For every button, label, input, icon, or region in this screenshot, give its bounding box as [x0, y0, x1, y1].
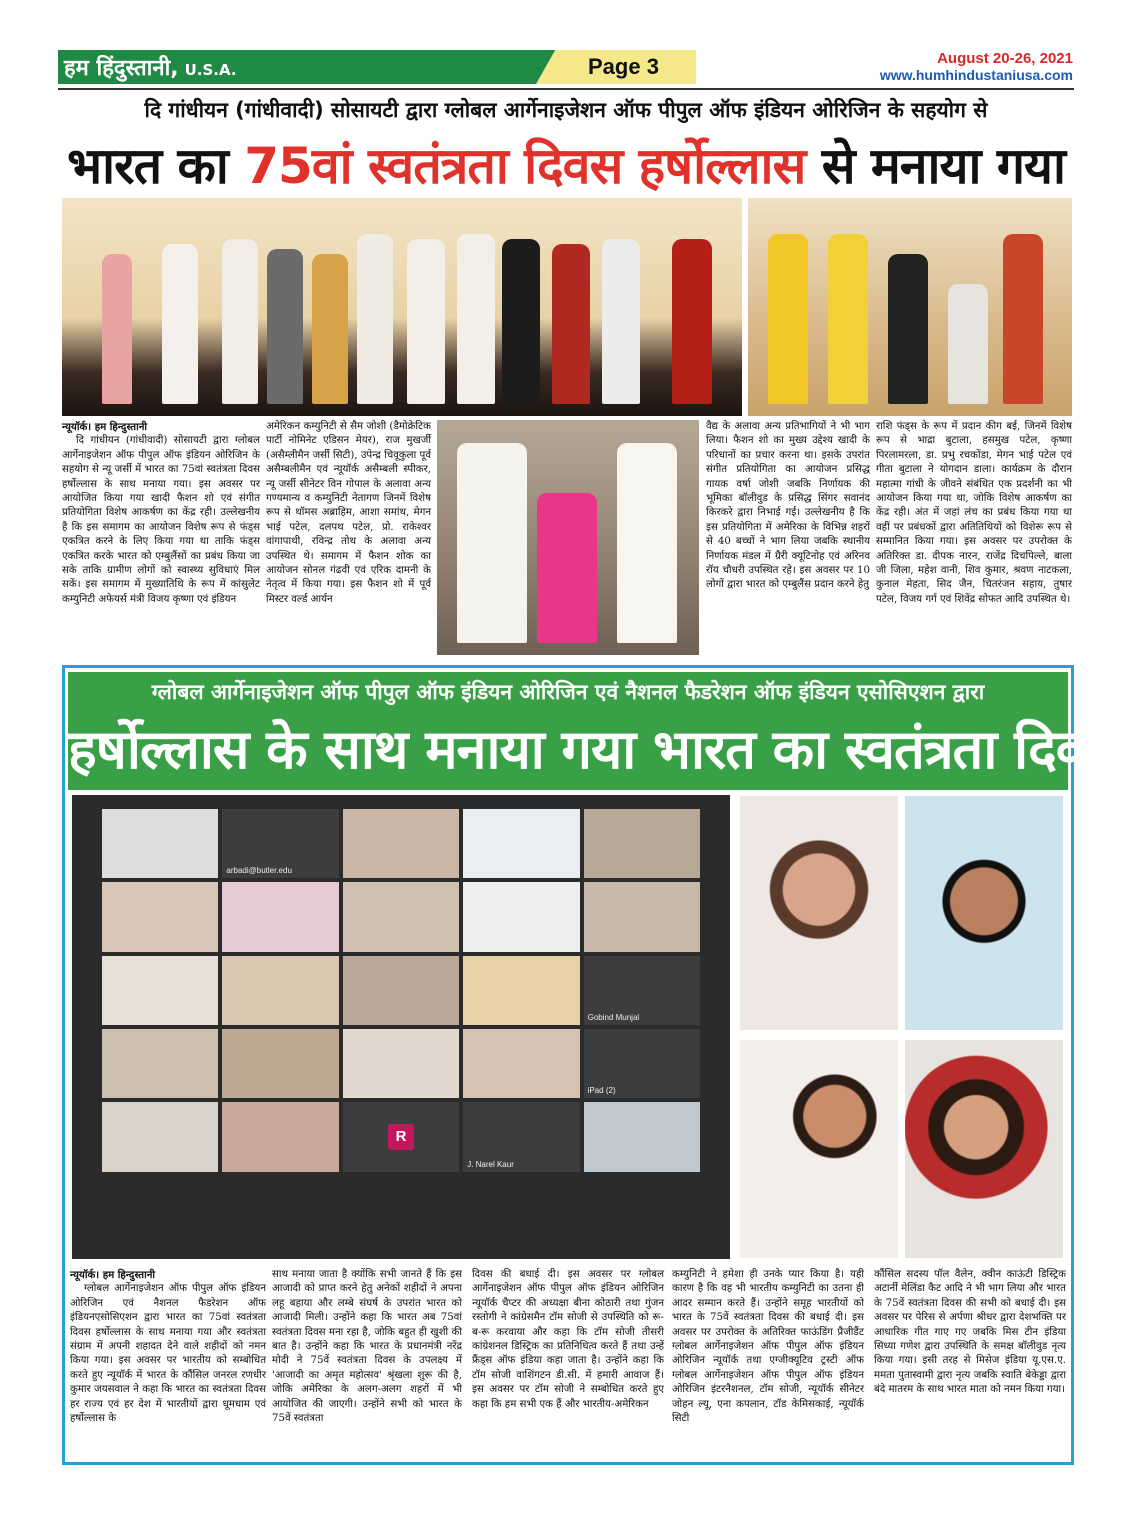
video-tile	[584, 956, 700, 1025]
photo-singer	[740, 1040, 898, 1258]
newspaper-region: U.S.A.	[184, 61, 237, 79]
participant-name: iPad (2)	[587, 1086, 616, 1096]
video-tile	[102, 1102, 218, 1171]
headline-part: भारत का	[67, 137, 245, 195]
website-link[interactable]: www.humhindustaniusa.com	[879, 67, 1073, 83]
dateline: न्यूयॉर्क। हम हिन्दुस्तानी	[62, 421, 148, 433]
video-tile	[102, 956, 218, 1025]
video-tile	[343, 882, 459, 951]
article2-headline: हर्षोल्लास के साथ मनाया गया भारत का स्वतंत्रता दिवस	[68, 718, 1121, 781]
article1-column-2	[266, 420, 431, 607]
article-text: साथ मनाया जाता है क्योंकि सभी जानते हैं कि इस आजादी को प्राप्त करने हेतु अनेकों शहीदों ने अपना लहू बहाया और लम्बे संघर्ष के उपरांत भारत को आजादी मिली। उन्होंने कहा कि भारत अब 75वां स्वतंत्रता दिवस मना रहा है, जोकि बहुत ही खुशी की बात है। उन्होंने कहा कि भारत के प्रधानमंत्री नरेंद्र मोदी ने 75वें स्वतंत्रता दिवस के उपलक्ष्य में 'आजादी का अमृत महोत्सव' श्रृंखला शुरू की है, जोकि अमेरिका के अलग-अलग शहरों में भी आयोजित की जाएगी। उन्होंने सभी को भारत के 75वें स्वतंत्रता	[272, 1269, 462, 1425]
participant-name: J. Narel Kaur	[467, 1159, 514, 1169]
video-tile	[102, 809, 218, 878]
video-tile	[343, 956, 459, 1025]
video-tile	[463, 1029, 579, 1098]
article2-column-1	[70, 1268, 266, 1426]
participant-name: Gobind Munjal	[587, 1013, 640, 1022]
video-tile	[343, 1029, 459, 1098]
video-tile	[584, 809, 700, 878]
video-tile	[584, 1029, 700, 1098]
headline-highlight: 75वां स्वतंत्रता दिवस हर्षोल्लास	[244, 137, 806, 195]
page-number: Page 3	[588, 54, 659, 79]
article-text: ग्लोबल आर्गेनाइजेशन ऑफ पीपुल ऑफ इंडियन ओरिजिन एवं नैशनल फैडरेशन ऑफ इंडियनएसोसिएशन द्वारा भारत का 75वां स्वतंत्रता दिवस हर्षोल्लास के साथ मनाया गया और स्वतंत्रता संग्राम में अपनी शहादत देने वाले शहीदों को नमन किया गया। इस अवसर पर भारतीय को सम्बोधित करते हुए न्यूयॉर्क में भारत के कौंसिल जनरल रणधीर कुमार जयसवाल ने कहा कि भारत का स्वतंत्रता दिवस हर राज्य एवं हर देश में भारतीयों द्वारा धूमधाम एवं हर्षोल्लास के	[70, 1283, 266, 1425]
video-tile	[343, 809, 459, 878]
video-tile	[463, 1102, 579, 1171]
participant-name: arbadi@butler.edu	[226, 866, 292, 876]
video-tile	[222, 809, 338, 878]
video-tile	[463, 882, 579, 951]
article2-column-2	[272, 1268, 462, 1426]
article-text: दि गांधीयन (गांधीवादी) सोसायटी द्वारा ग्लोबल आर्गेनाइजेशन ऑफ पीपुल ऑफ इंडियन ओरिजिन के सहयोग से न्यू जर्सी में भारत का 75वां स्वतंत्रता दिवस हर्षोल्लास के साथ मनाया गया। इस अवसर पर आयोजित किया गया खादी फैशन शो एवं संगीत प्रतियोगिता विशेष आकर्षण का केंद्र रही। उल्लेखनीय है कि इस समागम का आयोजन विशेष रूप से फंड्स एकत्रित करने के लिए किया गया था ताकि फंड्स एकत्रित करके भारत को एम्बुलैंसों का प्रबंध किया जा सके ताकि ग्रामीण लोगों को स्वास्थ्य सुविधाएं मिल सकें। इस समागम में मुख्यातिथि के रूप में कांसुलेट कम्युनिटी अफेयर्स मंत्री विजय कृष्णा एवं इंडियन	[62, 435, 260, 605]
article-text: अमेरिकन कम्युनिटी से सैम जोशी (डैमोक्रेटिक पार्टी नोमिनेट एडिसन मेयर), राज मुखर्जी (असैम्लीमैन जर्सी सिटी), उपेन्द्र चिवूकुला पूर्व असैम्बलीमैन एवं न्यूयॉर्क असैम्बली स्पीकर, न्यू जर्सी सीनेटर विन गोपाल के अलावा अन्य गण्यमान्य व कम्युनिटी नेतागण जिनमें विशेष रूप से थॉमस अब्राहिम, आशा समांथ, मेगन भाई पटेल, दलपथ पटेल, प्रो. राकेश्वर वांगापाथी, रविन्द्र तोथ के अलावा अन्य उपस्थित थे। समागम में फैशन शोक का आयोजन सोनल गंढवी एवं एरिक दामनी के नेतृत्व में किया गया। इस फैशन शो में पूर्व मिस्टर वर्ल्ड आर्यन	[266, 421, 431, 605]
video-tile	[584, 1102, 700, 1171]
article1-column-1	[62, 420, 260, 607]
video-tile	[222, 1102, 338, 1171]
photo-speaker-woman	[740, 796, 898, 1030]
masthead	[58, 50, 698, 84]
article2-kicker: ग्लोबल आर्गेनाइजेशन ऑफ पीपुल ऑफ इंडियन ओरिजिन एवं नैशनल फैडरेशन ऑफ इंडियन एसोसिएशन द्वारा	[151, 680, 985, 704]
article-text: वैद्य के अलावा अन्य प्रतिभागियों ने भी भाग लिया। फैशन शो का मुख्य उद्देश्य खादी के परिधानों का प्रचार करना था। इसके उपरांत संगीत प्रतियोगिता का आयोजन प्रसिद्ध गायक वर्षा जोशी जबकि निर्णायक की भूमिका बॉलीवुड के प्रसिद्ध सिंगर सवानंद किरकरे द्वारा निभाई गई। उल्लेखनीय है कि इस प्रतियोगिता में अमेरिका के विभिन्न शहरों से 40 बच्चों ने भाग लिया जबकि स्थानीय निर्णायक मंडल में ग्रैरी क्यूटिनोह एवं अरिनव रॉय चौधरी उपस्थित रहे। इस अवसर पर 10 लोगों द्वारा भारत को एम्बुलैंस प्रदान करने हेतु	[706, 421, 870, 591]
article-text: राशि फंड्स के रूप में प्रदान कीग बई, जिनमें विशेष रूप से भाद्रा बुटाला, हसमुख पटेल, कृष्णा पिरलामरला, डा. प्रभु रचकोंडा, मेगन भाई पटेल एवं गीता बुटाला ने योगदान डाला। कार्यक्रम के दौरान महात्मा गांधी के जीवने संबंधित एक प्रदर्शनी का भी आयोजन किया गया था, जोकि विशेष आकर्षण का केंद्र रही। अंत में जहां लंच का प्रबंध किया गया था वहीं पर प्रबंधकों द्वारा अतितिथियों को विशेरू रूप से सम्मानित किया गया। इस अवसर पर उपरोक्त के अतिरिक्त डा. दीपक नारन, राजेंद्र दिचपिल्ले, बाला जी जिला, महेश वानी, शिव कुमार, श्रवण नाटकला, कुनाल मेहता, सिद जैन, चितरंजन सहाय, तुषार पटेल, विजय गर्ग एवं शिवेंद्र सोफत आदि उपस्थित थे।	[876, 421, 1072, 605]
photo-stage-group	[62, 198, 742, 416]
video-tile	[463, 956, 579, 1025]
video-tile	[102, 1029, 218, 1098]
article2-banner	[68, 672, 1121, 790]
video-tile	[463, 809, 579, 878]
article1-kicker: दि गांधीयन (गांधीवादी) सोसायटी द्वारा ग्लोबल आर्गेनाइजेशन ऑफ पीपुल ऑफ इंडियन ओरिजिन के सहयोग से	[144, 98, 988, 122]
article2-column-3	[472, 1268, 664, 1412]
video-tile	[222, 956, 338, 1025]
article2-column-4	[672, 1268, 864, 1426]
article-text: दिवस की बधाई दी। इस अवसर पर ग्लोबल आर्गेनाइजेशन ऑफ पीपुल ऑफ इंडियन ओरिजिन न्यूयॉर्क चैप्टर की अध्यक्षा बीना कोठारी तथा गुंजन रस्तोगी ने कांग्रेसमैन टॉम सोजी से उपस्थिति को रू-ब-रू करवाया और कहा कि टॉम सोजी तीसरी कांग्रेशनल डिस्ट्रिक का प्रतिनिधित्व करते हैं तथा उन्हें फ्रैंड्स ऑफ इंडिया कहा जाता है। उन्होंने कहा कि टॉम सोजी वाशिंगटन डी.सी. में हमारी आवाज हैं। इस अवसर पर टॉम सोजी ने सम्बोधित करते हुए कहा कि हम सभी एक हैं और भारतीय-अमेरिकन	[472, 1269, 664, 1410]
video-tile	[102, 882, 218, 951]
article1-column-3	[706, 420, 870, 593]
video-tile	[584, 882, 700, 951]
article2-column-5	[874, 1268, 1066, 1398]
video-tile	[222, 882, 338, 951]
dateline: न्यूयॉर्क। हम हिन्दुस्तानी	[70, 1269, 156, 1281]
photo-speaker-man	[905, 796, 1063, 1030]
headline-part: से मनाया गया	[805, 137, 1065, 195]
video-tile	[343, 1102, 459, 1171]
photo-awards-group	[748, 198, 1072, 416]
video-tile	[222, 1029, 338, 1098]
issue-date: August 20-26, 2021	[937, 50, 1073, 67]
article1-column-4	[876, 420, 1072, 607]
participant-avatar: R	[388, 1124, 414, 1150]
divider	[58, 88, 1074, 90]
newspaper-title: हम हिंदुस्तानी,	[64, 56, 179, 81]
article-text: कम्युनिटी ने हमेशा ही उनके प्यार किया है। यही कारण है कि वह भी भारतीय कम्युनिटी का उतना ही आदर सम्मान करते हैं। उन्होंने समूह भारतीयों को भारत के 75वें स्वतंत्रता दिवस की बधाई दी। इस अवसर पर उपरोक्त के अतिरिक्त फाऊंडिंग प्रैजीडैंट ग्लोबल आर्गेनाइजेशन ऑफ पीपुल ऑफ इंडियन ओरिजिन न्यूयॉर्क तथा एग्जीक्यूटिव ट्रस्टी ऑफ ग्लोबल आर्गेनाइजेशन ऑफ पीपुल ऑफ इंडियन ओरिजिन इंटरनैशनल, टॉम सोजी, न्यूयॉर्क सीनेटर जोहन ल्यू, एना कपलान, टॉड केमिसकाई, न्यूयॉर्क सिटी	[672, 1269, 864, 1425]
article-text: कौंसिल सदस्य पॉल वैलेन, क्वीन काऊंटी डिस्ट्रिक अटार्नी मेलिंडा कैट आदि ने भी भाग लिया और भारत के 75वें स्वतंत्रता दिवस की सभी को बधाई दी। इस अवसर पर पेरिस से अर्पणा श्रीधर द्वारा देशभक्ति पर आधारिक गीत गाए गए जबकि मिस टीन इंडिया सिध्या गणेश द्वारा उपस्थिति के समक्ष बॉलीवुड नृत्य किया गया। इसी तरह से मिसेज इंडिया यू.एस.ए. ममता पुतास्वामी द्वारा नृत्य जबकि स्वाति बेकेड्डा द्वारा बंदे मातरम के साथ भारत माता को नमन किया गया।	[874, 1269, 1066, 1396]
photo-video-call-grid	[72, 795, 730, 1259]
photo-fashion-show	[437, 420, 699, 655]
photo-pageant-winner	[905, 1040, 1063, 1258]
newspaper-name	[64, 52, 237, 82]
article1-headline	[58, 130, 1074, 198]
